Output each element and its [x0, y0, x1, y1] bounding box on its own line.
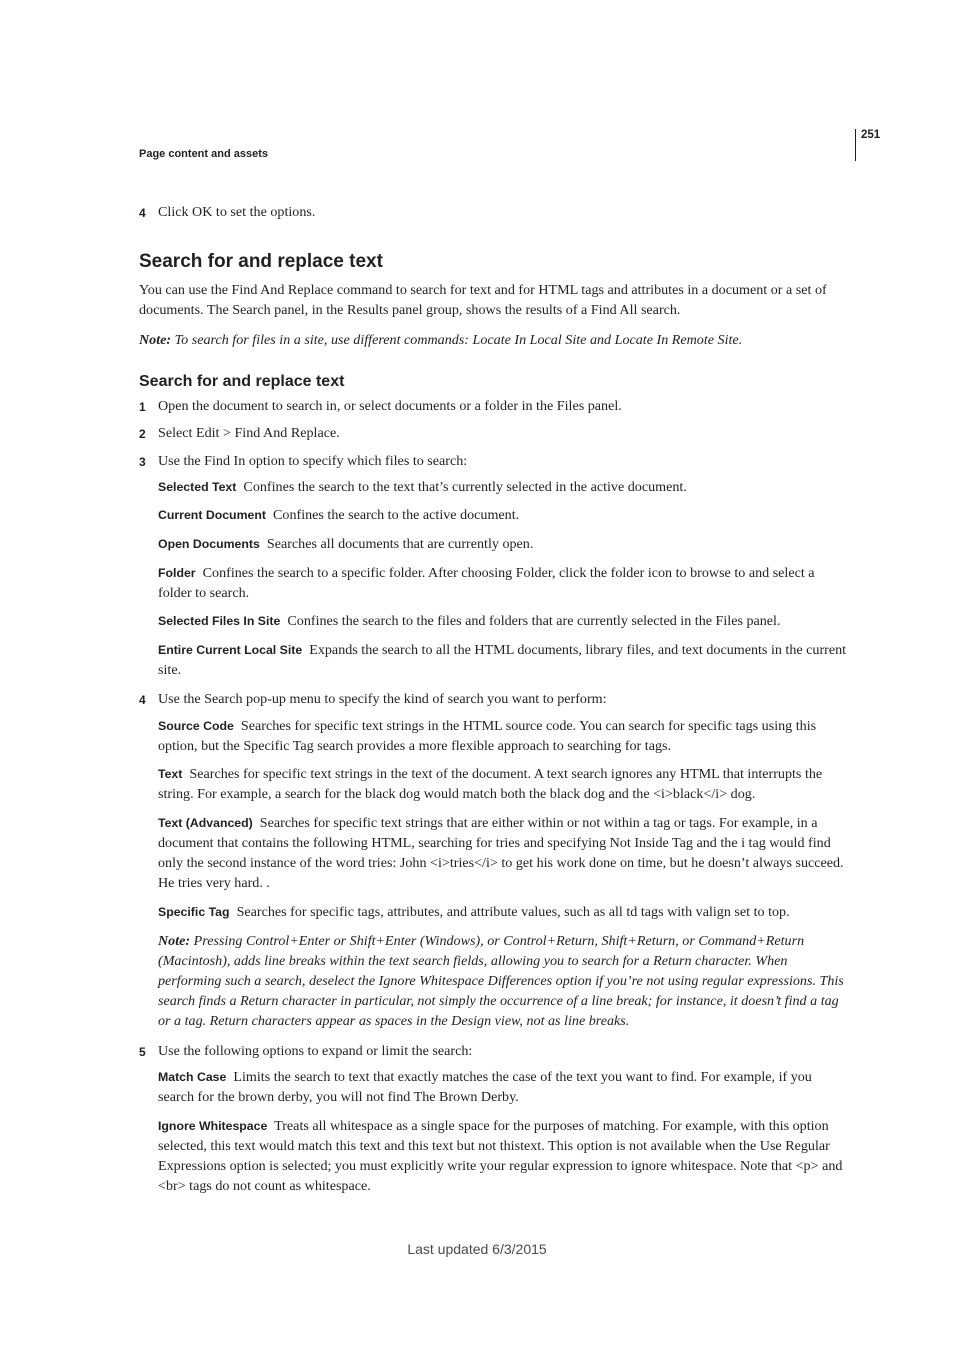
subsection-title: Search for and replace text [139, 373, 345, 390]
definition-desc: Expands the search to all the HTML documents, library files, and text documents in the current site. [158, 642, 847, 678]
note-text: To search for files in a site, use different commands: Locate In Local Site and Locate In Remote Site. [171, 332, 743, 348]
step-text: Click OK to set the options. [158, 204, 316, 220]
step-text: Open the document to search in, or select documents or a folder in the Files panel. [158, 398, 622, 414]
definition-term: Current Document [158, 508, 266, 522]
definition-match-case [158, 1067, 850, 1107]
definition-folder [158, 563, 850, 603]
definition-desc: Confines the search to a specific folder. After choosing Folder, click the folder icon to browse to and select a folder to search. [158, 565, 815, 601]
step-number: 5 [139, 1045, 146, 1059]
intro-step [139, 202, 849, 222]
section-title: Search for and replace text [139, 251, 383, 272]
note-line-breaks [158, 931, 850, 1031]
definition-term: Match Case [158, 1070, 227, 1084]
step-text: Select Edit > Find And Replace. [158, 425, 340, 441]
header-rule [855, 129, 856, 161]
step-text: Use the following options to expand or limit the search: [158, 1043, 473, 1059]
definition-term: Specific Tag [158, 905, 230, 919]
step-number: 1 [139, 400, 146, 414]
definition-text-advanced [158, 813, 850, 893]
running-head: Page content and assets [139, 148, 268, 160]
definition-term: Selected Files In Site [158, 614, 281, 628]
definition-selected-files-in-site [158, 611, 850, 631]
definition-current-document [158, 505, 850, 525]
definition-desc: Searches for specific tags, attributes, and attribute values, such as all td tags with valign set to top. [236, 904, 790, 920]
footer-last-updated: Last updated 6/3/2015 [407, 1241, 547, 1257]
definition-term: Entire Current Local Site [158, 643, 303, 657]
definition-term: Open Documents [158, 537, 260, 551]
definition-selected-text [158, 477, 850, 497]
definition-text [158, 764, 850, 804]
definition-desc: Confines the search to the files and folders that are currently selected in the Files panel. [287, 613, 781, 629]
definition-term: Text [158, 767, 183, 781]
step-2 [139, 423, 849, 443]
definition-desc: Confines the search to the text that’s currently selected in the active document. [243, 479, 687, 495]
step-number: 4 [139, 206, 146, 220]
definition-term: Folder [158, 566, 196, 580]
section-paragraph: You can use the Find And Replace command to search for text and for HTML tags and attributes in a document or a set of documents. The Search panel, in the Results panel group, shows the results of a Find All search. [139, 282, 827, 318]
definition-term: Text (Advanced) [158, 816, 253, 830]
page-number: 251 [861, 129, 881, 141]
definition-term: Selected Text [158, 480, 237, 494]
definition-specific-tag [158, 902, 850, 922]
note-label: Note: [139, 332, 172, 348]
step-text: Use the Find In option to specify which files to search: [158, 453, 468, 469]
step-text: Use the Search pop-up menu to specify the kind of search you want to perform: [158, 691, 607, 707]
definition-desc: Confines the search to the active document. [273, 507, 520, 523]
step-number: 2 [139, 427, 146, 441]
definition-source-code [158, 716, 850, 756]
definition-desc: Limits the search to text that exactly matches the case of the text you want to find. For example, if you search for the brown derby, you will not find The Brown Derby. [158, 1069, 812, 1105]
step-number: 4 [139, 693, 146, 707]
definition-ignore-whitespace [158, 1116, 850, 1196]
definition-desc: Searches all documents that are currently open. [266, 536, 534, 552]
step-number: 3 [139, 455, 146, 469]
section-note [139, 330, 851, 350]
definition-open-documents [158, 534, 850, 554]
note-label: Note: [158, 933, 191, 949]
definition-term: Source Code [158, 719, 234, 733]
step-1 [139, 396, 849, 416]
definition-entire-current-local-site [158, 640, 850, 680]
definition-term: Ignore Whitespace [158, 1119, 268, 1133]
definition-desc: Searches for specific text strings in the text of the document. A text search ignores any HTML that interrupts the string. For example, a search for the black dog would match both the black dog and the <i>black</i> dog. [158, 766, 823, 802]
note-text: Pressing Control+Enter or Shift+Enter (Windows), or Control+Return, Shift+Return, or Command+Return (Macintosh), adds line breaks within the text search fields, allowing you to search for a Return character. When performing such a search, deselect the Ignore Whitespace Differences option if you’re not using regular expressions. This search finds a Return character in particular, not simply the occurrence of a line break; for instance, it doesn’t find a tag or a tag. Return characters appear as spaces in the Design view, not as line breaks. [158, 933, 844, 1029]
definition-desc: Searches for specific text strings that are either within or not within a tag or tags. For example, in a document that contains the following HTML, searching for tries and specifying Not Inside Tag and the i tag would find only the second instance of the word tries: John <i>tries</i> to get his work done on time, but he doesn’t always succeed. He tries very hard. . [158, 815, 844, 891]
step-5 [139, 1041, 849, 1061]
step-3 [139, 451, 849, 471]
definition-desc: Treats all whitespace as a single space for the purposes of matching. For example, with this option selected, this text would match this text and this text but not thistext. This option is not available when the Use Regular Expressions option is selected; you must explicitly write your regular expression to ignore whitespace. Note that <p> and <br> tags do not count as whitespace. [158, 1118, 843, 1194]
definition-desc: Searches for specific text strings in the HTML source code. You can search for specific tags using this option, but the Specific Tag search provides a more flexible approach to searching for tags. [158, 718, 817, 754]
step-4 [139, 689, 849, 709]
